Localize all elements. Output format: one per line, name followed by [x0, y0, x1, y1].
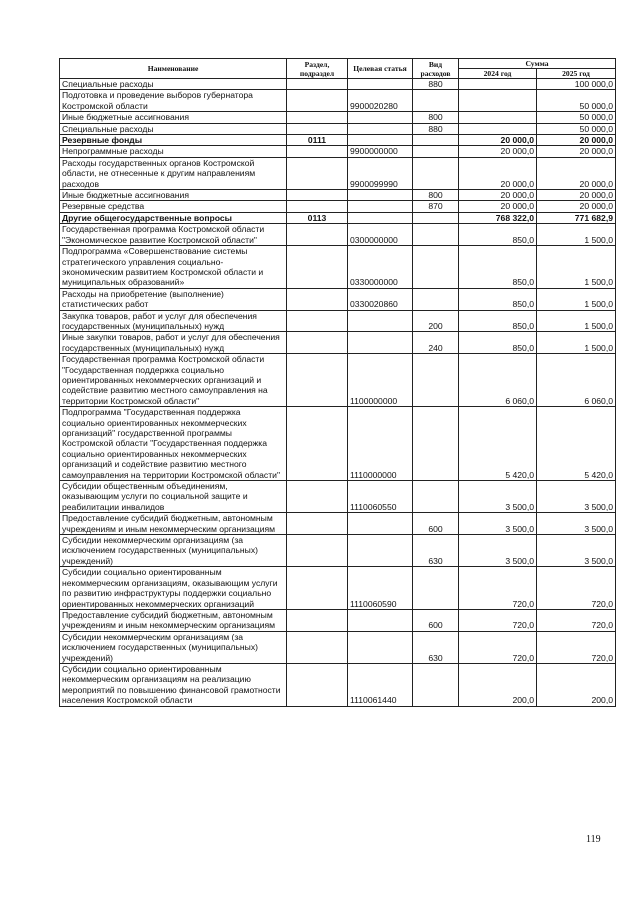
cell-sum-2025: 720,0	[537, 631, 616, 663]
cell-sum-2024: 850,0	[459, 224, 537, 246]
cell-name: Непрограммные расходы	[60, 146, 287, 157]
cell-name: Предоставление субсидий бюджетным, автономным учреждениям и иным некоммерческим организациям	[60, 513, 287, 535]
cell-sum-2024: 6 060,0	[459, 354, 537, 407]
cell-section	[287, 246, 348, 289]
cell-kind	[413, 157, 459, 189]
cell-target: 9900020280	[348, 90, 413, 112]
cell-target	[348, 79, 413, 90]
cell-section	[287, 631, 348, 663]
page-number: 119	[586, 834, 601, 845]
table-row	[60, 567, 616, 610]
cell-section	[287, 407, 348, 481]
cell-kind: 800	[413, 112, 459, 123]
cell-sum-2024: 200,0	[459, 663, 537, 706]
cell-section	[287, 481, 348, 513]
cell-kind: 800	[413, 190, 459, 201]
cell-kind: 600	[413, 609, 459, 631]
cell-kind: 240	[413, 332, 459, 354]
table-row	[60, 212, 616, 223]
cell-kind	[413, 288, 459, 310]
cell-target	[348, 135, 413, 146]
cell-kind	[413, 246, 459, 289]
cell-kind	[413, 567, 459, 610]
cell-sum-2024: 850,0	[459, 332, 537, 354]
cell-section	[287, 112, 348, 123]
table-body	[60, 79, 616, 707]
cell-kind	[413, 481, 459, 513]
cell-name: Специальные расходы	[60, 79, 287, 90]
cell-name: Подготовка и проведение выборов губернатора Костромской области	[60, 90, 287, 112]
cell-section	[287, 332, 348, 354]
cell-section	[287, 90, 348, 112]
cell-target: 9900099990	[348, 157, 413, 189]
cell-sum-2025: 3 500,0	[537, 481, 616, 513]
cell-name: Субсидии общественным объединениям, оказывающим услуги по социальной защите и реабилитации инвалидов	[60, 481, 287, 513]
table-row	[60, 535, 616, 567]
cell-target	[348, 310, 413, 332]
table-header	[60, 59, 616, 79]
cell-kind: 880	[413, 79, 459, 90]
table-row	[60, 513, 616, 535]
cell-kind	[413, 146, 459, 157]
table-row	[60, 224, 616, 246]
cell-target	[348, 212, 413, 223]
cell-target: 0300000000	[348, 224, 413, 246]
cell-sum-2024: 20 000,0	[459, 201, 537, 212]
table-row	[60, 609, 616, 631]
table-row	[60, 157, 616, 189]
cell-sum-2024: 20 000,0	[459, 135, 537, 146]
cell-section	[287, 535, 348, 567]
cell-sum-2024: 850,0	[459, 310, 537, 332]
cell-sum-2024	[459, 90, 537, 112]
header-year-2024: 2024 год	[459, 69, 537, 79]
cell-kind	[413, 354, 459, 407]
cell-section	[287, 146, 348, 157]
table-row	[60, 663, 616, 706]
table-row	[60, 310, 616, 332]
cell-section	[287, 190, 348, 201]
cell-target: 0330020860	[348, 288, 413, 310]
cell-sum-2025: 50 000,0	[537, 123, 616, 134]
cell-section	[287, 609, 348, 631]
cell-section	[287, 354, 348, 407]
cell-sum-2024: 20 000,0	[459, 190, 537, 201]
table-row	[60, 146, 616, 157]
cell-name: Субсидии некоммерческим организациям (за исключением государственных (муниципальных) учреждений)	[60, 535, 287, 567]
table-row	[60, 112, 616, 123]
cell-sum-2024: 3 500,0	[459, 535, 537, 567]
cell-target	[348, 535, 413, 567]
cell-sum-2025: 20 000,0	[537, 157, 616, 189]
cell-sum-2025: 50 000,0	[537, 112, 616, 123]
cell-sum-2025: 3 500,0	[537, 535, 616, 567]
cell-name: Другие общегосударственные вопросы	[60, 212, 287, 223]
cell-kind: 200	[413, 310, 459, 332]
cell-sum-2024: 20 000,0	[459, 146, 537, 157]
cell-name: Резервные фонды	[60, 135, 287, 146]
cell-sum-2025: 5 420,0	[537, 407, 616, 481]
cell-name: Подпрограмма "Государственная поддержка социально ориентированных некоммерческих организаций" государственной программы Костромской области "Государственная поддержка социально ориентированных некоммерческих организаций и содействие развитию местного самоуправления на территории Костромской области"	[60, 407, 287, 481]
cell-sum-2025: 1 500,0	[537, 332, 616, 354]
cell-sum-2025: 20 000,0	[537, 146, 616, 157]
cell-sum-2025: 100 000,0	[537, 79, 616, 90]
cell-section	[287, 310, 348, 332]
cell-target: 1110060550	[348, 481, 413, 513]
cell-sum-2025: 771 682,9	[537, 212, 616, 223]
table-row	[60, 288, 616, 310]
cell-sum-2025: 1 500,0	[537, 246, 616, 289]
cell-sum-2024	[459, 79, 537, 90]
cell-kind: 600	[413, 513, 459, 535]
header-section: Раздел, подраздел	[287, 59, 348, 79]
cell-sum-2024: 20 000,0	[459, 157, 537, 189]
cell-sum-2025: 1 500,0	[537, 224, 616, 246]
cell-section	[287, 663, 348, 706]
header-name: Наименование	[60, 59, 287, 79]
cell-target	[348, 631, 413, 663]
table-row	[60, 90, 616, 112]
cell-target	[348, 112, 413, 123]
cell-name: Государственная программа Костромской области "Экономическое развитие Костромской области"	[60, 224, 287, 246]
cell-section	[287, 79, 348, 90]
cell-sum-2024	[459, 112, 537, 123]
cell-section	[287, 567, 348, 610]
cell-sum-2025: 720,0	[537, 609, 616, 631]
header-kind: Вид расходов	[413, 59, 459, 79]
table-row	[60, 201, 616, 212]
cell-sum-2025: 20 000,0	[537, 190, 616, 201]
cell-sum-2024: 3 500,0	[459, 481, 537, 513]
cell-kind: 630	[413, 535, 459, 567]
cell-name: Расходы государственных органов Костромской области, не отнесенные к другим направлениям расходов	[60, 157, 287, 189]
cell-sum-2024: 3 500,0	[459, 513, 537, 535]
header-target: Целевая статья	[348, 59, 413, 79]
cell-sum-2025: 720,0	[537, 567, 616, 610]
table-row	[60, 123, 616, 134]
table-row	[60, 135, 616, 146]
cell-section	[287, 123, 348, 134]
cell-kind	[413, 663, 459, 706]
cell-name: Субсидии некоммерческим организациям (за исключением государственных (муниципальных) учреждений)	[60, 631, 287, 663]
cell-target: 1110000000	[348, 407, 413, 481]
header-year-2025: 2025 год	[537, 69, 616, 79]
cell-kind: 630	[413, 631, 459, 663]
cell-section	[287, 224, 348, 246]
cell-sum-2024	[459, 123, 537, 134]
cell-sum-2025: 1 500,0	[537, 288, 616, 310]
table-row	[60, 190, 616, 201]
table-row	[60, 79, 616, 90]
cell-kind	[413, 90, 459, 112]
cell-sum-2025: 20 000,0	[537, 201, 616, 212]
table-row	[60, 354, 616, 407]
cell-name: Государственная программа Костромской области "Государственная поддержка социально ориентированных некоммерческих организаций и содействие развитию местного самоуправления на территории Костромской области"	[60, 354, 287, 407]
cell-name: Иные бюджетные ассигнования	[60, 190, 287, 201]
cell-target	[348, 123, 413, 134]
cell-target	[348, 190, 413, 201]
cell-kind: 880	[413, 123, 459, 134]
cell-target	[348, 201, 413, 212]
cell-kind	[413, 224, 459, 246]
cell-name: Резервные средства	[60, 201, 287, 212]
table-row	[60, 631, 616, 663]
cell-section	[287, 201, 348, 212]
cell-name: Субсидии социально ориентированным некоммерческим организациям, оказывающим услуги по развитию инфраструктуры поддержки социально ориентированных некоммерческих организаций	[60, 567, 287, 610]
cell-name: Предоставление субсидий бюджетным, автономным учреждениям и иным некоммерческим организациям	[60, 609, 287, 631]
budget-table	[59, 58, 616, 707]
cell-name: Расходы на приобретение (выполнение) статистических работ	[60, 288, 287, 310]
cell-sum-2024: 5 420,0	[459, 407, 537, 481]
cell-target: 1110061440	[348, 663, 413, 706]
table-row	[60, 407, 616, 481]
cell-target	[348, 513, 413, 535]
cell-name: Иные бюджетные ассигнования	[60, 112, 287, 123]
cell-target: 0330000000	[348, 246, 413, 289]
cell-sum-2025: 200,0	[537, 663, 616, 706]
cell-sum-2024: 720,0	[459, 631, 537, 663]
table-row	[60, 481, 616, 513]
cell-sum-2024: 850,0	[459, 288, 537, 310]
cell-target: 1110060590	[348, 567, 413, 610]
cell-target	[348, 332, 413, 354]
cell-section: 0113	[287, 212, 348, 223]
cell-sum-2025: 1 500,0	[537, 310, 616, 332]
cell-section	[287, 288, 348, 310]
cell-name: Подпрограмма «Совершенствование системы стратегического управления социально-экономическим развитием Костромской области и муниципальных образований»	[60, 246, 287, 289]
cell-section	[287, 513, 348, 535]
cell-name: Специальные расходы	[60, 123, 287, 134]
cell-target	[348, 609, 413, 631]
header-sum: Сумма	[459, 59, 616, 69]
cell-target: 9900000000	[348, 146, 413, 157]
cell-section: 0111	[287, 135, 348, 146]
cell-sum-2024: 720,0	[459, 567, 537, 610]
cell-sum-2025: 20 000,0	[537, 135, 616, 146]
cell-sum-2024: 720,0	[459, 609, 537, 631]
cell-kind: 870	[413, 201, 459, 212]
cell-name: Субсидии социально ориентированным некоммерческим организациям на реализацию мероприятий по повышению финансовой грамотности населения Костромской области	[60, 663, 287, 706]
cell-kind	[413, 407, 459, 481]
cell-section	[287, 157, 348, 189]
cell-sum-2025: 3 500,0	[537, 513, 616, 535]
table-row	[60, 332, 616, 354]
cell-target: 1100000000	[348, 354, 413, 407]
cell-name: Иные закупки товаров, работ и услуг для обеспечения государственных (муниципальных) нужд	[60, 332, 287, 354]
cell-kind	[413, 135, 459, 146]
table-row	[60, 246, 616, 289]
cell-sum-2024: 768 322,0	[459, 212, 537, 223]
cell-sum-2025: 6 060,0	[537, 354, 616, 407]
cell-name: Закупка товаров, работ и услуг для обеспечения государственных (муниципальных) нужд	[60, 310, 287, 332]
cell-kind	[413, 212, 459, 223]
cell-sum-2024: 850,0	[459, 246, 537, 289]
cell-sum-2025: 50 000,0	[537, 90, 616, 112]
